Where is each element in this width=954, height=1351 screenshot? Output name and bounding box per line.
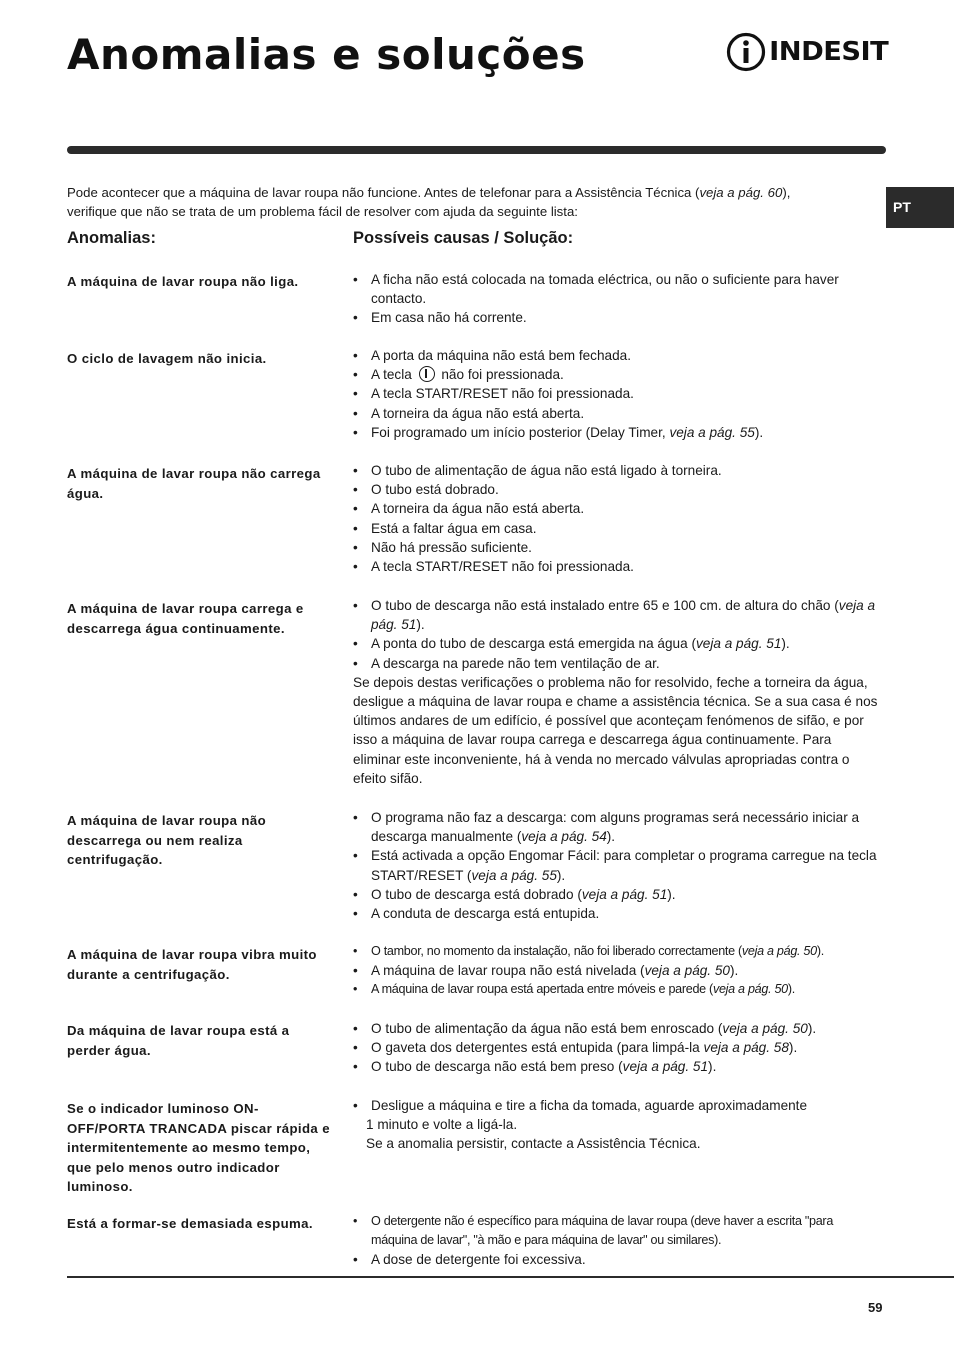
cause-item: • A tecla não foi pressionada. — [353, 365, 878, 384]
solution-list — [353, 596, 878, 788]
cause-item: • O tubo de descarga não está bem preso (veja a pág. 51). — [353, 1057, 878, 1076]
cause-item: • O programa não faz a descarga: com alguns programas será necessário iniciar a descarga manualmente (veja a pág. 54). — [353, 808, 878, 846]
indesit-logo-icon — [726, 32, 766, 72]
cause-item: • Está a faltar água em casa. — [353, 519, 878, 538]
page-number: 59 — [868, 1300, 883, 1315]
cause-item: • Desligue a máquina e tire a ficha da tomada, aguarde aproximadamente — [353, 1096, 878, 1115]
causes-heading: Possíveis causas / Solução: — [353, 229, 574, 247]
cause-item: • O detergente não é específico para máquina de lavar roupa (deve haver a escrita "para máquina de lavar", "à mão e para máquina de lavar" ou similares). — [353, 1212, 878, 1250]
cause-item: • O tubo está dobrado. — [353, 480, 878, 499]
cause-item: • A tecla START/RESET não foi pressionada. — [353, 557, 878, 576]
cause-item: • Está activada a opção Engomar Fácil: para completar o programa carregue na tecla START/RESET (veja a pág. 55). — [353, 846, 878, 884]
problem-label: A máquina de lavar roupa não liga. — [67, 274, 299, 289]
cause-item: • A porta da máquina não está bem fechada. — [353, 346, 878, 365]
cause-item: • A ficha não está colocada na tomada eléctrica, ou não o suficiente para haver contacto. — [353, 270, 878, 308]
cause-item: • A dose de detergente foi excessiva. — [353, 1250, 878, 1269]
cause-item: • A torneira da água não está aberta. — [353, 404, 878, 423]
cause-item: • A torneira da água não está aberta. — [353, 499, 878, 518]
cause-item: • Em casa não há corrente. — [353, 308, 878, 327]
cause-item: • O gaveta dos detergentes está entupida (para limpá-la veja a pág. 58). — [353, 1038, 878, 1057]
intro-paragraph: Pode acontecer que a máquina de lavar roupa não funcione. Antes de telefonar para a Assistência Técnica (veja a pág. 60), verifique que não se trata de um problema fácil de resolver com ajuda da seguinte lista: — [67, 185, 791, 219]
cause-item: • Foi programado um início posterior (Delay Timer, veja a pág. 55). — [353, 423, 878, 442]
problem-label: Está a formar-se demasiada espuma. — [67, 1216, 313, 1231]
solution-list — [353, 346, 878, 442]
solution-list — [353, 1096, 878, 1154]
problem-label: A máquina de lavar roupa não descarrega ou nem realiza centrifugação. — [67, 813, 267, 867]
cause-item: • O tubo de descarga está dobrado (veja a pág. 51). — [353, 885, 878, 904]
cause-item: • O tubo de descarga não está instalado entre 65 e 100 cm. de altura do chão (veja a pág. 51). — [353, 596, 878, 634]
cause-item: • O tubo de alimentação de água não está ligado à torneira. — [353, 461, 878, 480]
cause-item: • A conduta de descarga está entupida. — [353, 904, 878, 923]
problem-label: Se o indicador luminoso ON-OFF/PORTA TRANCADA piscar rápida e intermitentemente ao mesmo tempo, que pelo menos outro indicador luminoso. — [67, 1101, 330, 1194]
anomalies-heading: Anomalias: — [67, 229, 156, 247]
problem-label: A máquina de lavar roupa carrega e descarrega água continuamente. — [67, 601, 304, 636]
page-title: Anomalias e soluções — [67, 30, 586, 79]
header-divider — [67, 146, 886, 154]
footer-divider — [67, 1276, 954, 1278]
solution-list — [353, 461, 878, 576]
language-tab: PT — [886, 187, 954, 228]
cause-item: • A ponta do tubo de descarga está emergida na água (veja a pág. 51). — [353, 634, 878, 653]
solution-list — [353, 1019, 878, 1077]
siphon-note: Se depois destas verificações o problema não for resolvido, feche a torneira da água, desligue a máquina de lavar roupa e chame a assistência técnica. Se a sua casa é nos últimos andares de um edifício, é possível que aconteçam fenómenos de sifão, e por isso a máquina de lavar roupa carrega e descarrega água continuamente. Para eliminar este inconveniente, há à venda no mercado válvulas apropriadas contra o efeito sifão. — [353, 674, 878, 786]
problem-label: A máquina de lavar roupa vibra muito durante a centrifugação. — [67, 947, 317, 982]
solution-list — [353, 942, 878, 1000]
cause-continuation: Se a anomalia persistir, contacte a Assistência Técnica. — [366, 1136, 701, 1152]
cause-item: • Não há pressão suficiente. — [353, 538, 878, 557]
problem-label: O ciclo de lavagem não inicia. — [67, 351, 267, 366]
cause-continuation: 1 minuto e volte a ligá-la. — [366, 1117, 518, 1133]
cause-item: • A tecla START/RESET não foi pressionada. — [353, 384, 878, 403]
cause-item: • O tambor, no momento da instalação, não foi liberado correctamente (veja a pág. 50). — [353, 942, 878, 961]
brand-name: INDESIT — [769, 37, 889, 67]
problem-label: Da máquina de lavar roupa está a perder água. — [67, 1023, 290, 1058]
solution-list — [353, 808, 878, 923]
problem-label: A máquina de lavar roupa não carrega água. — [67, 466, 321, 501]
power-button-icon — [419, 366, 435, 382]
cause-item: • A máquina de lavar roupa está apertada entre móveis e parede (veja a pág. 50). — [353, 980, 878, 999]
solution-list — [353, 270, 878, 328]
brand-logo — [726, 32, 889, 72]
solution-list — [353, 1212, 878, 1270]
cause-item: • A descarga na parede não tem ventilação de ar. — [353, 654, 878, 673]
cause-item: • A máquina de lavar roupa não está nivelada (veja a pág. 50). — [353, 961, 878, 980]
cause-item: • O tubo de alimentação da água não está bem enroscado (veja a pág. 50). — [353, 1019, 878, 1038]
